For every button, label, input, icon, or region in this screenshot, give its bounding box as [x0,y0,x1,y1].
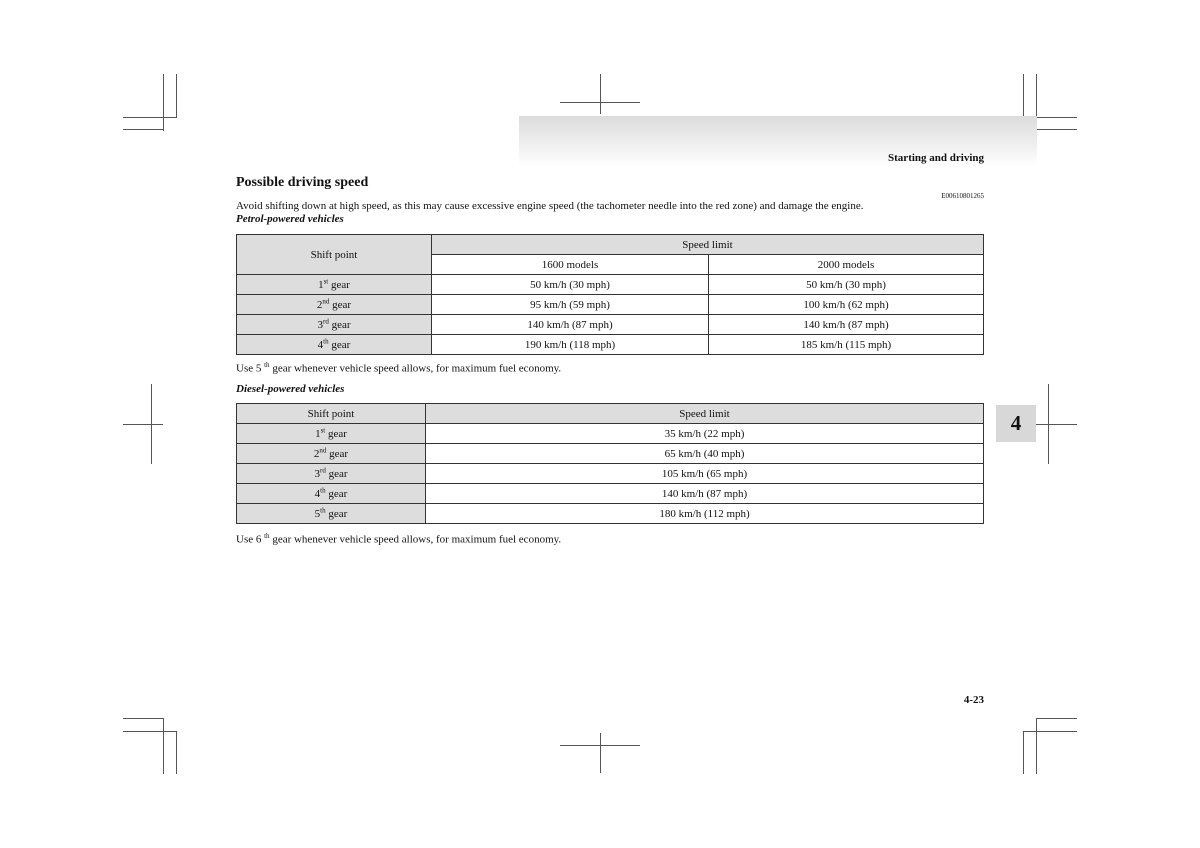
table-header-row [237,235,984,255]
crop-mark [176,74,177,118]
chapter-tab: 4 [996,405,1036,442]
gear-cell: 5th gear [237,504,426,524]
gear-cell: 1st gear [237,275,432,295]
speed-cell: 185 km/h (115 mph) [709,335,984,355]
table-row [237,444,984,464]
section-title: Starting and driving [888,152,984,164]
table-row [237,424,984,444]
gear-cell: 3rd gear [237,464,426,484]
document-code: E00610801265 [941,192,984,200]
table-row [237,464,984,484]
crop-mark [1023,731,1077,732]
registration-mark [123,424,163,425]
header-shift-point: Shift point [237,235,432,275]
crop-mark [123,718,163,719]
registration-mark [600,733,601,773]
speed-cell: 95 km/h (59 mph) [432,295,709,315]
petrol-subheading: Petrol-powered vehicles [236,213,344,225]
gear-cell: 2nd gear [237,295,432,315]
crop-mark [1036,718,1077,719]
table-row [237,335,984,355]
page-heading: Possible driving speed [236,175,369,190]
crop-mark [123,731,176,732]
intro-paragraph: Avoid shifting down at high speed, as this may cause excessive engine speed (the tachometer needle into the red zone) and damage the engine. [236,200,864,212]
speed-cell: 140 km/h (87 mph) [709,315,984,335]
table-row [237,504,984,524]
table-row [237,315,984,335]
speed-cell: 100 km/h (62 mph) [709,295,984,315]
speed-cell: 105 km/h (65 mph) [426,464,984,484]
header-speed-limit: Speed limit [426,404,984,424]
crop-mark [1036,129,1077,130]
crop-mark [1023,731,1024,774]
gear-cell: 2nd gear [237,444,426,464]
diesel-fuel-note: Use 6 $^{th}$ gear whenever vehicle speed allows, for maximum fuel economy. [236,532,562,546]
registration-mark [600,74,601,114]
crop-mark [1036,74,1037,118]
registration-mark [1036,424,1077,425]
crop-mark [176,731,177,774]
header-1600-models: 1600 models [432,255,709,275]
crop-mark [1036,718,1037,774]
speed-cell: 180 km/h (112 mph) [426,504,984,524]
registration-mark [560,745,640,746]
table-header-row [237,404,984,424]
page-number: 4-23 [963,694,984,706]
header-shift-point: Shift point [237,404,426,424]
header-2000-models: 2000 models [709,255,984,275]
speed-cell: 65 km/h (40 mph) [426,444,984,464]
gear-cell: 4th gear [237,335,432,355]
table-row [237,295,984,315]
crop-mark [123,117,176,118]
crop-mark [163,718,164,774]
diesel-subheading: Diesel-powered vehicles [236,383,345,395]
header-speed-limit: Speed limit [432,235,984,255]
speed-cell: 140 km/h (87 mph) [426,484,984,504]
gear-cell: 1st gear [237,424,426,444]
crop-mark [163,74,164,131]
table-row [237,484,984,504]
registration-mark [560,102,640,103]
gear-cell: 3rd gear [237,315,432,335]
speed-cell: 35 km/h (22 mph) [426,424,984,444]
speed-cell: 50 km/h (30 mph) [432,275,709,295]
table-row [237,275,984,295]
gear-cell: 4th gear [237,484,426,504]
speed-cell: 50 km/h (30 mph) [709,275,984,295]
petrol-speed-table [236,234,984,355]
speed-cell: 190 km/h (118 mph) [432,335,709,355]
diesel-speed-table [236,403,984,524]
crop-mark [123,129,163,130]
petrol-fuel-note: Use 5 $^{th}$ gear whenever vehicle speed allows, for maximum fuel economy. [236,361,562,375]
speed-cell: 140 km/h (87 mph) [432,315,709,335]
